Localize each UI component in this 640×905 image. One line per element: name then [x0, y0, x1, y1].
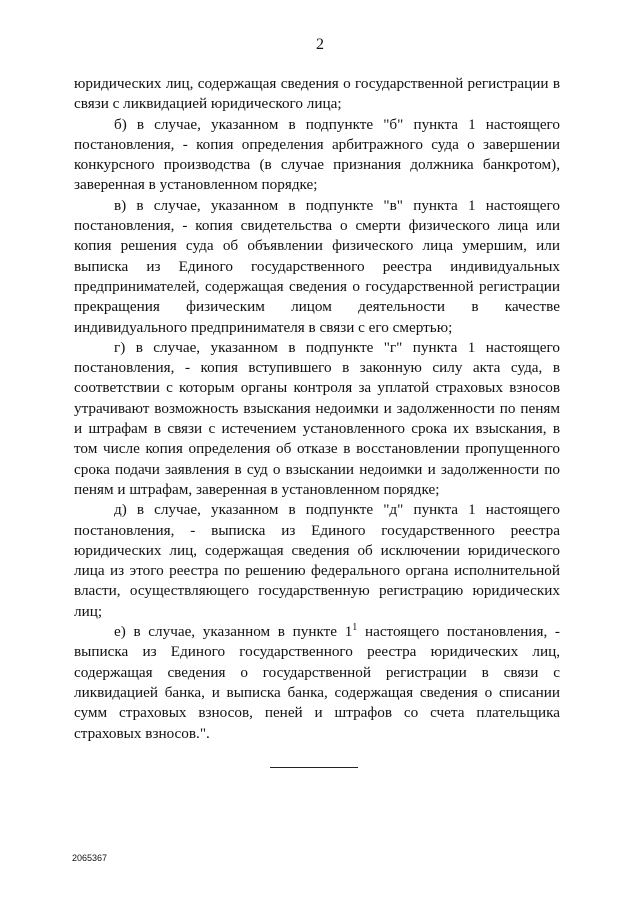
- paragraph-item-e: [74, 622, 560, 744]
- superscript-one: 1: [352, 621, 358, 633]
- paragraph-item-d: д) в случае, указанном в подпункте "д" пункта 1 настоящего постановления, - выписка из Единого государственного реестра юридических лиц, содержащая сведения об исключении юридического лица из этого реестра по решению федерального органа исполнительной власти, осуществляющего государственную регистрацию юридических лиц;: [74, 501, 560, 620]
- paragraph-item-g: г) в случае, указанном в подпункте "г" пункта 1 настоящего постановления, - копия вступившего в законную силу акта суда, в соответствии с которым органы контроля за уплатой страховых взносов утрачивают возможность взыскания недоимки и задолженности по пеням и штрафам в связи с истечением установленного срока их взыскания, в том числе копия определения об отказе в восстановлении пропущенного срока подачи заявления в суд о взыскании недоимки и задолженности по пеням и штрафам, заверенная в установленном порядке;: [74, 338, 560, 498]
- paragraph-item-e-end: настоящего постановления, - выписка из Единого государственного реестра юридических лиц, содержащая сведения о государственной регистрации в связи с ликвидацией банка, и выписка банка, содержащая сведения о списании сумм страховых взносов, пеней и штрафов со счета плательщика страховых взносов.".: [74, 623, 560, 742]
- document-code: 2065367: [72, 853, 108, 863]
- paragraph-continuation: юридических лиц, содержащая сведения о государственной регистрации в связи с ликвидацией юридического лица;: [74, 75, 560, 113]
- paragraph-item-v: в) в случае, указанном в подпункте "в" пункта 1 настоящего постановления, - копия свидетельства о смерти физического лица или копия решения суда об объявлении физического лица умершим, или выписка из Единого государственного реестра индивидуальных предпринимателей, содержащая сведения о государственной регистрации прекращения физическим лицом деятельности в качестве индивидуального предпринимателя в связи с его смертью;: [74, 196, 560, 336]
- paragraph-item-b: б) в случае, указанном в подпункте "б" пункта 1 настоящего постановления, - копия определения арбитражного суда о завершении конкурсного производства (в случае признания должника банкротом), заверенная в установленном порядке;: [74, 115, 560, 194]
- paragraph-item-e-start: е) в случае, указанном в пункте 1: [114, 623, 353, 641]
- separator-line: [270, 767, 358, 768]
- page-number: 2: [316, 36, 324, 53]
- document-body: [74, 74, 560, 744]
